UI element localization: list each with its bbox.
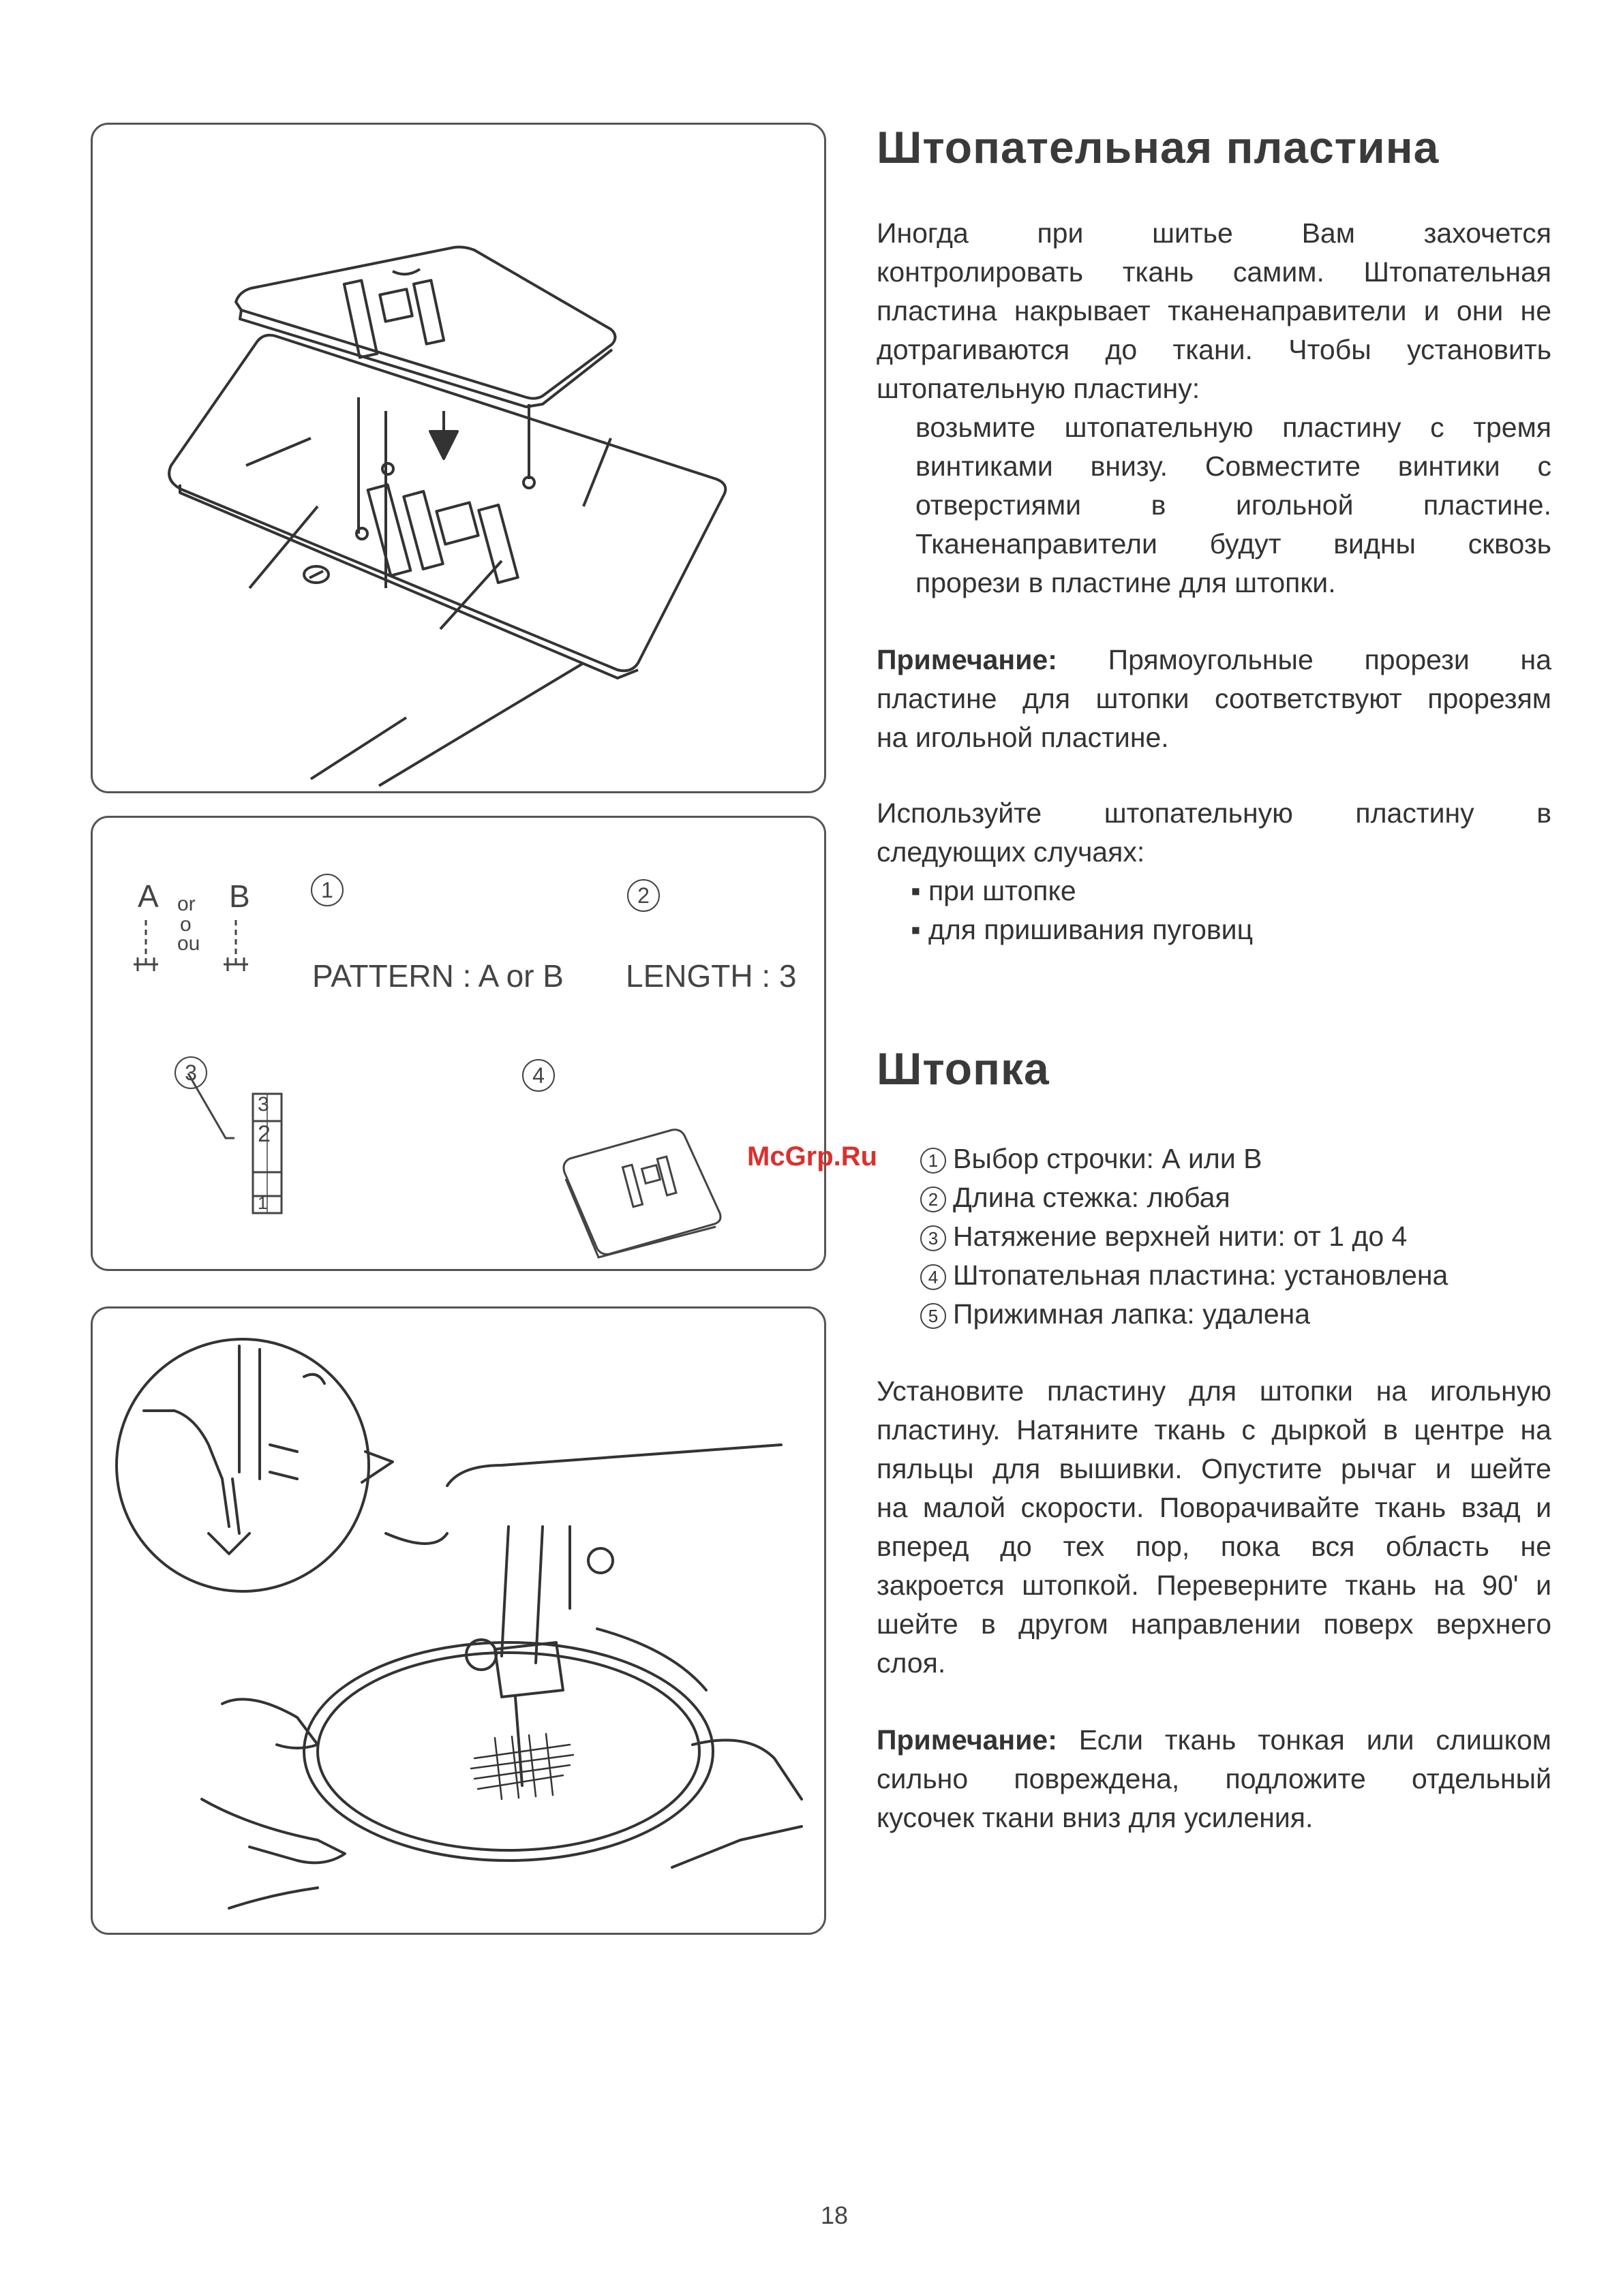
section-title-darning-plate: Штопательная пластина: [877, 122, 1440, 172]
step-line: Тканенаправители будут видны сквозь: [915, 528, 1551, 560]
settings-item: 2 Длина стежка: любая: [920, 1178, 1551, 1217]
usage-item: ▪ для пришивания пуговиц: [911, 914, 1254, 945]
pattern-a-label: A: [138, 878, 159, 914]
dial-mark-2: 2: [258, 1121, 271, 1147]
note-line: Если ткань тонкая или слишком: [1057, 1724, 1551, 1756]
dial-mark-3: 3: [258, 1093, 269, 1116]
note-line: кусочек ткани вниз для усиления.: [877, 1802, 1314, 1833]
settings-item: 4 Штопательная пластина: установлена: [920, 1256, 1551, 1295]
install-steps: [915, 408, 1551, 602]
note-paragraph-2: [877, 1721, 1551, 1837]
usage-item: ▪ при штопке: [911, 875, 1076, 906]
note-line: пластине для штопки соответствуют прорезям: [877, 683, 1551, 714]
darning-plate-drawing: [93, 125, 824, 791]
dial-mark-1: 1: [258, 1193, 268, 1213]
darning-instructions: [877, 1372, 1551, 1683]
body-line: на малой скорости. Поворачивайте ткань взад и: [877, 1492, 1551, 1523]
darning-plate-illustration: [91, 123, 826, 793]
or-label-fr: o: [180, 913, 192, 936]
length-setting: LENGTH : 3: [626, 958, 797, 994]
darning-hoop-drawing: [93, 1308, 824, 1933]
body-line: слоя.: [877, 1647, 946, 1679]
note-line: Прямоугольные прорези на: [1057, 644, 1551, 675]
callout-4: 4: [522, 1059, 555, 1092]
darning-hoop-illustration: [91, 1306, 826, 1935]
body-line: шейте в другом направлении поверх верхнего: [877, 1608, 1551, 1640]
note-label: Примечание:: [877, 1724, 1057, 1756]
section-title-darning: Штопка: [877, 1043, 1050, 1094]
callout-3: 3: [175, 1056, 207, 1089]
watermark: McGrp.Ru: [747, 1142, 878, 1172]
or-label-es: ou: [177, 932, 200, 955]
settings-item: 5 Прижимная лапка: удалена: [920, 1295, 1551, 1334]
callout-1: 1: [311, 874, 344, 906]
usage-paragraph: [877, 794, 1551, 949]
settings-figure: [91, 816, 826, 1271]
note-line: на игольной пластине.: [877, 722, 1169, 753]
step-line: винтиками внизу. Совместите винтики с: [915, 450, 1551, 482]
body-line: закроется штопкой. Переверните ткань на 90' и: [877, 1570, 1551, 1601]
stitch-symbols: [93, 818, 824, 1269]
body-line: пластину. Натяните ткань с дыркой в центре на: [877, 1414, 1551, 1445]
usage-line: следующих случаях:: [877, 836, 1145, 868]
page-number: 18: [821, 2201, 849, 2229]
settings-item: 1 Выбор строчки: А или В: [920, 1139, 1551, 1178]
body-line: пяльцы для вышивки. Опустите рычаг и шейте: [877, 1453, 1551, 1484]
callout-2: 2: [627, 879, 660, 912]
intro-line: Иногда при шитье Вам захочется: [877, 217, 1551, 249]
intro-paragraph: [877, 214, 1551, 408]
or-label: or: [177, 893, 196, 915]
intro-line: штопательную пластину:: [877, 373, 1200, 404]
usage-line: Используйте штопательную пластину в: [877, 797, 1551, 829]
body-line: вперед до тех пор, пока вся область не: [877, 1531, 1551, 1562]
step-line: прорези в пластине для штопки.: [915, 567, 1336, 598]
pattern-b-label: B: [229, 878, 250, 914]
note-label: Примечание:: [877, 644, 1057, 675]
pattern-setting: PATTERN : A or B: [312, 958, 564, 994]
intro-line: контролировать ткань самим. Штопательная: [877, 256, 1551, 288]
note-paragraph-1: [877, 641, 1551, 757]
settings-list: [920, 1139, 1551, 1334]
step-line: возьмите штопательную пластину с тремя: [915, 412, 1551, 443]
settings-item: 3 Натяжение верхней нити: от 1 до 4: [920, 1217, 1551, 1256]
step-line: отверстиями в игольной пластине.: [915, 489, 1551, 521]
intro-line: пластина накрывает тканенаправители и они не: [877, 295, 1551, 326]
note-line: сильно повреждена, подложите отдельный: [877, 1763, 1551, 1794]
body-line: Установите пластину для штопки на игольную: [877, 1375, 1551, 1407]
intro-line: дотрагиваются до ткани. Чтобы установить: [877, 334, 1551, 365]
